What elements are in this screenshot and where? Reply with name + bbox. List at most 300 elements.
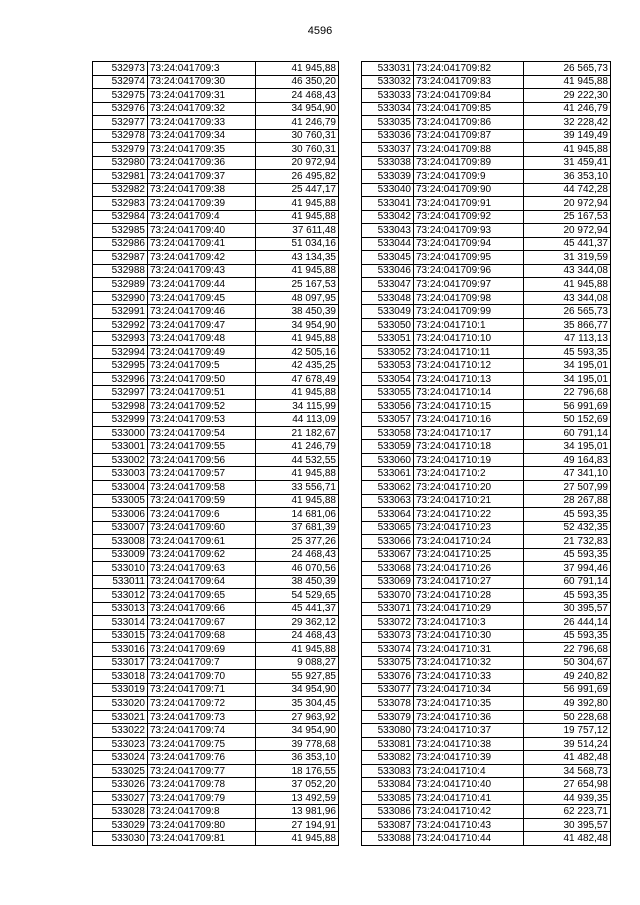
record-number-cell: 533076 (362, 670, 414, 684)
record-number-cell: 533050 (362, 318, 414, 332)
value-cell: 36 353,10 (524, 170, 611, 184)
cadastral-number-cell: 73:24:041709:62 (148, 548, 256, 562)
cadastral-number-cell: 73:24:041709:6 (148, 508, 256, 522)
value-cell: 34 115,99 (256, 399, 339, 413)
value-cell: 48 097,95 (256, 291, 339, 305)
table-row (362, 751, 611, 765)
record-number-cell: 533079 (362, 710, 414, 724)
cadastral-number-cell: 73:24:041710:43 (414, 818, 524, 832)
value-cell: 44 939,35 (524, 791, 611, 805)
table-row (362, 129, 611, 143)
table-row (93, 764, 339, 778)
value-cell: 62 223,71 (524, 805, 611, 819)
table-row (93, 372, 339, 386)
table-row (93, 210, 339, 224)
table-row (93, 683, 339, 697)
table-row (93, 629, 339, 643)
table-row (362, 467, 611, 481)
record-number-cell: 533059 (362, 440, 414, 454)
value-cell: 45 593,35 (524, 629, 611, 643)
record-number-cell: 533035 (362, 116, 414, 130)
record-number-cell: 533014 (93, 616, 148, 630)
table-row (93, 278, 339, 292)
table-row (93, 143, 339, 157)
value-cell: 45 593,35 (524, 345, 611, 359)
record-number-cell: 533019 (93, 683, 148, 697)
table-row (362, 278, 611, 292)
table-row (93, 305, 339, 319)
record-number-cell: 533062 (362, 480, 414, 494)
value-cell: 34 195,01 (524, 359, 611, 373)
table-row (362, 251, 611, 265)
table-row (362, 75, 611, 89)
value-cell: 41 246,79 (256, 440, 339, 454)
value-cell: 22 796,68 (524, 386, 611, 400)
cadastral-number-cell: 73:24:041709:68 (148, 629, 256, 643)
value-cell: 38 450,39 (256, 305, 339, 319)
record-number-cell: 532986 (93, 237, 148, 251)
record-number-cell: 533018 (93, 670, 148, 684)
record-number-cell: 533013 (93, 602, 148, 616)
value-cell: 30 760,31 (256, 143, 339, 157)
record-number-cell: 532990 (93, 291, 148, 305)
table-row (362, 386, 611, 400)
cadastral-number-cell: 73:24:041709:81 (148, 832, 256, 846)
value-cell: 50 152,69 (524, 413, 611, 427)
value-cell: 34 195,01 (524, 372, 611, 386)
value-cell: 13 981,96 (256, 805, 339, 819)
record-number-cell: 533000 (93, 426, 148, 440)
table-row (93, 710, 339, 724)
value-cell: 24 468,43 (256, 548, 339, 562)
cadastral-number-cell: 73:24:041709:49 (148, 345, 256, 359)
value-cell: 54 529,65 (256, 589, 339, 603)
cadastral-number-cell: 73:24:041710:32 (414, 656, 524, 670)
cadastral-number-cell: 73:24:041710:19 (414, 453, 524, 467)
table-row (93, 737, 339, 751)
table-row (93, 751, 339, 765)
table-row (362, 521, 611, 535)
cadastral-number-cell: 73:24:041709:72 (148, 697, 256, 711)
cadastral-number-cell: 73:24:041709:45 (148, 291, 256, 305)
value-cell: 47 678,49 (256, 372, 339, 386)
value-cell: 46 070,56 (256, 562, 339, 576)
record-number-cell: 532980 (93, 156, 148, 170)
record-number-cell: 532977 (93, 116, 148, 130)
table-row (93, 116, 339, 130)
cadastral-number-cell: 73:24:041710:4 (414, 764, 524, 778)
cadastral-number-cell: 73:24:041709:70 (148, 670, 256, 684)
cadastral-number-cell: 73:24:041709:50 (148, 372, 256, 386)
value-cell: 32 228,42 (524, 116, 611, 130)
cadastral-number-cell: 73:24:041709:60 (148, 521, 256, 535)
cadastral-number-cell: 73:24:041709:73 (148, 710, 256, 724)
record-number-cell: 533086 (362, 805, 414, 819)
cadastral-number-cell: 73:24:041709:40 (148, 224, 256, 238)
value-cell: 43 344,08 (524, 264, 611, 278)
cadastral-number-cell: 73:24:041710:16 (414, 413, 524, 427)
cadastral-number-cell: 73:24:041709:91 (414, 197, 524, 211)
cadastral-number-cell: 73:24:041710:38 (414, 737, 524, 751)
table-row (362, 318, 611, 332)
table-row (362, 602, 611, 616)
table-row (362, 818, 611, 832)
value-cell: 27 963,92 (256, 710, 339, 724)
value-cell: 52 432,35 (524, 521, 611, 535)
value-cell: 47 113,13 (524, 332, 611, 346)
value-cell: 41 945,88 (524, 278, 611, 292)
table-row (93, 480, 339, 494)
value-cell: 45 441,37 (524, 237, 611, 251)
cadastral-number-cell: 73:24:041710:11 (414, 345, 524, 359)
cadastral-number-cell: 73:24:041709:76 (148, 751, 256, 765)
cadastral-number-cell: 73:24:041709:34 (148, 129, 256, 143)
value-cell: 27 507,99 (524, 480, 611, 494)
table-row (93, 818, 339, 832)
record-number-cell: 533042 (362, 210, 414, 224)
record-number-cell: 532978 (93, 129, 148, 143)
table-row (93, 805, 339, 819)
table-row (362, 508, 611, 522)
value-cell: 13 492,59 (256, 791, 339, 805)
table-row (93, 183, 339, 197)
table-row (362, 494, 611, 508)
cadastral-number-cell: 73:24:041710:39 (414, 751, 524, 765)
value-cell: 39 149,49 (524, 129, 611, 143)
value-cell: 42 435,25 (256, 359, 339, 373)
record-number-cell: 533003 (93, 467, 148, 481)
table-row (93, 589, 339, 603)
cadastral-number-cell: 73:24:041709:71 (148, 683, 256, 697)
value-cell: 41 945,88 (256, 832, 339, 846)
value-cell: 56 991,69 (524, 683, 611, 697)
record-number-cell: 533039 (362, 170, 414, 184)
table-row (93, 291, 339, 305)
value-cell: 45 593,35 (524, 589, 611, 603)
value-cell: 37 681,39 (256, 521, 339, 535)
record-number-cell: 532991 (93, 305, 148, 319)
cadastral-number-cell: 73:24:041710:34 (414, 683, 524, 697)
table-row (93, 535, 339, 549)
value-cell: 34 568,73 (524, 764, 611, 778)
record-number-cell: 533075 (362, 656, 414, 670)
value-cell: 41 945,88 (256, 197, 339, 211)
record-number-cell: 533024 (93, 751, 148, 765)
table-row (93, 102, 339, 116)
record-number-cell: 532994 (93, 345, 148, 359)
record-number-cell: 533022 (93, 724, 148, 738)
record-number-cell: 533068 (362, 562, 414, 576)
record-number-cell: 533061 (362, 467, 414, 481)
cadastral-number-cell: 73:24:041709:9 (414, 170, 524, 184)
cadastral-number-cell: 73:24:041709:84 (414, 89, 524, 103)
record-number-cell: 533011 (93, 575, 148, 589)
value-cell: 50 304,67 (524, 656, 611, 670)
value-cell: 27 654,98 (524, 778, 611, 792)
record-number-cell: 533028 (93, 805, 148, 819)
value-cell: 21 182,67 (256, 426, 339, 440)
table-row (93, 399, 339, 413)
record-number-cell: 533055 (362, 386, 414, 400)
cadastral-number-cell: 73:24:041709:97 (414, 278, 524, 292)
table-row (362, 426, 611, 440)
table-row (93, 62, 339, 76)
cadastral-number-cell: 73:24:041709:89 (414, 156, 524, 170)
value-cell: 25 447,17 (256, 183, 339, 197)
cadastral-number-cell: 73:24:041709:67 (148, 616, 256, 630)
value-cell: 45 441,37 (256, 602, 339, 616)
record-number-cell: 533037 (362, 143, 414, 157)
record-number-cell: 533032 (362, 75, 414, 89)
value-cell: 28 267,88 (524, 494, 611, 508)
cadastral-number-cell: 73:24:041710:3 (414, 616, 524, 630)
value-cell: 60 791,14 (524, 426, 611, 440)
cadastral-number-cell: 73:24:041709:44 (148, 278, 256, 292)
record-number-cell: 533005 (93, 494, 148, 508)
record-number-cell: 533070 (362, 589, 414, 603)
record-number-cell: 533083 (362, 764, 414, 778)
record-number-cell: 533046 (362, 264, 414, 278)
record-number-cell: 533054 (362, 372, 414, 386)
record-number-cell: 533045 (362, 251, 414, 265)
table-row (93, 508, 339, 522)
table-row (93, 643, 339, 657)
table-row (362, 535, 611, 549)
record-number-cell: 533078 (362, 697, 414, 711)
cadastral-number-cell: 73:24:041709:35 (148, 143, 256, 157)
record-number-cell: 533027 (93, 791, 148, 805)
cadastral-number-cell: 73:24:041710:27 (414, 575, 524, 589)
cadastral-number-cell: 73:24:041710:26 (414, 562, 524, 576)
cadastral-number-cell: 73:24:041710:36 (414, 710, 524, 724)
value-cell: 43 344,08 (524, 291, 611, 305)
cadastral-number-cell: 73:24:041709:3 (148, 62, 256, 76)
cadastral-number-cell: 73:24:041710:30 (414, 629, 524, 643)
value-cell: 56 991,69 (524, 399, 611, 413)
left-register-table (92, 61, 339, 846)
cadastral-number-cell: 73:24:041709:43 (148, 264, 256, 278)
record-number-cell: 533082 (362, 751, 414, 765)
value-cell: 41 945,88 (256, 494, 339, 508)
value-cell: 30 395,57 (524, 602, 611, 616)
cadastral-number-cell: 73:24:041709:66 (148, 602, 256, 616)
value-cell: 26 565,73 (524, 305, 611, 319)
value-cell: 19 757,12 (524, 724, 611, 738)
value-cell: 35 866,77 (524, 318, 611, 332)
record-number-cell: 533020 (93, 697, 148, 711)
table-row (93, 170, 339, 184)
cadastral-number-cell: 73:24:041710:13 (414, 372, 524, 386)
cadastral-number-cell: 73:24:041709:78 (148, 778, 256, 792)
value-cell: 25 167,53 (256, 278, 339, 292)
table-row (362, 562, 611, 576)
cadastral-number-cell: 73:24:041709:96 (414, 264, 524, 278)
value-cell: 55 927,85 (256, 670, 339, 684)
cadastral-number-cell: 73:24:041710:18 (414, 440, 524, 454)
record-number-cell: 533085 (362, 791, 414, 805)
record-number-cell: 533080 (362, 724, 414, 738)
value-cell: 31 319,59 (524, 251, 611, 265)
table-row (362, 440, 611, 454)
table-row (362, 62, 611, 76)
value-cell: 42 505,16 (256, 345, 339, 359)
record-number-cell: 533066 (362, 535, 414, 549)
table-row (362, 575, 611, 589)
table-row (362, 332, 611, 346)
table-row (362, 413, 611, 427)
value-cell: 41 945,88 (256, 467, 339, 481)
cadastral-number-cell: 73:24:041709:87 (414, 129, 524, 143)
cadastral-number-cell: 73:24:041709:55 (148, 440, 256, 454)
cadastral-number-cell: 73:24:041710:35 (414, 697, 524, 711)
table-row (362, 710, 611, 724)
table-row (362, 359, 611, 373)
value-cell: 41 945,88 (524, 75, 611, 89)
cadastral-number-cell: 73:24:041709:53 (148, 413, 256, 427)
table-row (362, 670, 611, 684)
value-cell: 44 742,28 (524, 183, 611, 197)
record-number-cell: 532999 (93, 413, 148, 427)
table-row (362, 264, 611, 278)
record-number-cell: 533072 (362, 616, 414, 630)
record-number-cell: 533065 (362, 521, 414, 535)
record-number-cell: 533063 (362, 494, 414, 508)
value-cell: 29 362,12 (256, 616, 339, 630)
value-cell: 26 565,73 (524, 62, 611, 76)
table-row (93, 359, 339, 373)
value-cell: 41 945,88 (256, 332, 339, 346)
cadastral-number-cell: 73:24:041709:79 (148, 791, 256, 805)
value-cell: 41 945,88 (256, 643, 339, 657)
table-row (362, 589, 611, 603)
record-number-cell: 533029 (93, 818, 148, 832)
record-number-cell: 533043 (362, 224, 414, 238)
cadastral-number-cell: 73:24:041710:23 (414, 521, 524, 535)
cadastral-number-cell: 73:24:041709:31 (148, 89, 256, 103)
cadastral-number-cell: 73:24:041710:33 (414, 670, 524, 684)
cadastral-number-cell: 73:24:041709:83 (414, 75, 524, 89)
value-cell: 50 228,68 (524, 710, 611, 724)
table-row (93, 791, 339, 805)
record-number-cell: 533071 (362, 602, 414, 616)
cadastral-number-cell: 73:24:041710:31 (414, 643, 524, 657)
table-row (93, 440, 339, 454)
cadastral-number-cell: 73:24:041710:20 (414, 480, 524, 494)
value-cell: 41 482,48 (524, 832, 611, 846)
value-cell: 20 972,94 (256, 156, 339, 170)
record-number-cell: 533052 (362, 345, 414, 359)
table-row (93, 832, 339, 846)
record-number-cell: 533058 (362, 426, 414, 440)
table-row (362, 643, 611, 657)
record-number-cell: 532974 (93, 75, 148, 89)
table-row (93, 548, 339, 562)
table-row (362, 224, 611, 238)
table-row (362, 832, 611, 846)
table-row (93, 237, 339, 251)
cadastral-number-cell: 73:24:041709:41 (148, 237, 256, 251)
value-cell: 39 778,68 (256, 737, 339, 751)
record-number-cell: 533057 (362, 413, 414, 427)
cadastral-number-cell: 73:24:041710:12 (414, 359, 524, 373)
table-row (362, 305, 611, 319)
table-row (362, 143, 611, 157)
record-number-cell: 532992 (93, 318, 148, 332)
table-row (93, 467, 339, 481)
cadastral-number-cell: 73:24:041709:61 (148, 535, 256, 549)
cadastral-number-cell: 73:24:041710:14 (414, 386, 524, 400)
value-cell: 37 052,20 (256, 778, 339, 792)
cadastral-number-cell: 73:24:041709:86 (414, 116, 524, 130)
value-cell: 49 240,82 (524, 670, 611, 684)
cadastral-number-cell: 73:24:041709:7 (148, 656, 256, 670)
cadastral-number-cell: 73:24:041709:8 (148, 805, 256, 819)
table-row (362, 210, 611, 224)
table-row (93, 575, 339, 589)
table-row (362, 656, 611, 670)
value-cell: 26 444,14 (524, 616, 611, 630)
cadastral-number-cell: 73:24:041709:32 (148, 102, 256, 116)
record-number-cell: 532998 (93, 399, 148, 413)
cadastral-number-cell: 73:24:041709:59 (148, 494, 256, 508)
record-number-cell: 532995 (93, 359, 148, 373)
record-number-cell: 532989 (93, 278, 148, 292)
value-cell: 20 972,94 (524, 224, 611, 238)
table-row (93, 129, 339, 143)
value-cell: 45 593,35 (524, 548, 611, 562)
record-number-cell: 532979 (93, 143, 148, 157)
table-row (362, 89, 611, 103)
table-row (362, 548, 611, 562)
value-cell: 41 246,79 (256, 116, 339, 130)
record-number-cell: 533030 (93, 832, 148, 846)
record-number-cell: 533077 (362, 683, 414, 697)
value-cell: 34 954,90 (256, 683, 339, 697)
record-number-cell: 533053 (362, 359, 414, 373)
record-number-cell: 533025 (93, 764, 148, 778)
table-row (362, 805, 611, 819)
table-row (93, 670, 339, 684)
record-number-cell: 533009 (93, 548, 148, 562)
value-cell: 41 945,88 (524, 143, 611, 157)
table-row (362, 156, 611, 170)
table-row (362, 737, 611, 751)
table-row (93, 426, 339, 440)
table-row (93, 345, 339, 359)
right-table-body (362, 62, 611, 846)
record-number-cell: 532985 (93, 224, 148, 238)
cadastral-number-cell: 73:24:041709:93 (414, 224, 524, 238)
cadastral-number-cell: 73:24:041709:47 (148, 318, 256, 332)
value-cell: 41 945,88 (256, 210, 339, 224)
record-number-cell: 533015 (93, 629, 148, 643)
cadastral-number-cell: 73:24:041710:10 (414, 332, 524, 346)
table-row (362, 237, 611, 251)
table-row (93, 264, 339, 278)
table-row (93, 197, 339, 211)
record-number-cell: 533038 (362, 156, 414, 170)
value-cell: 36 353,10 (256, 751, 339, 765)
cadastral-number-cell: 73:24:041709:4 (148, 210, 256, 224)
cadastral-number-cell: 73:24:041709:42 (148, 251, 256, 265)
cadastral-number-cell: 73:24:041709:51 (148, 386, 256, 400)
table-row (362, 170, 611, 184)
cadastral-number-cell: 73:24:041709:52 (148, 399, 256, 413)
table-row (93, 156, 339, 170)
cadastral-number-cell: 73:24:041710:42 (414, 805, 524, 819)
table-row (362, 480, 611, 494)
value-cell: 41 482,48 (524, 751, 611, 765)
